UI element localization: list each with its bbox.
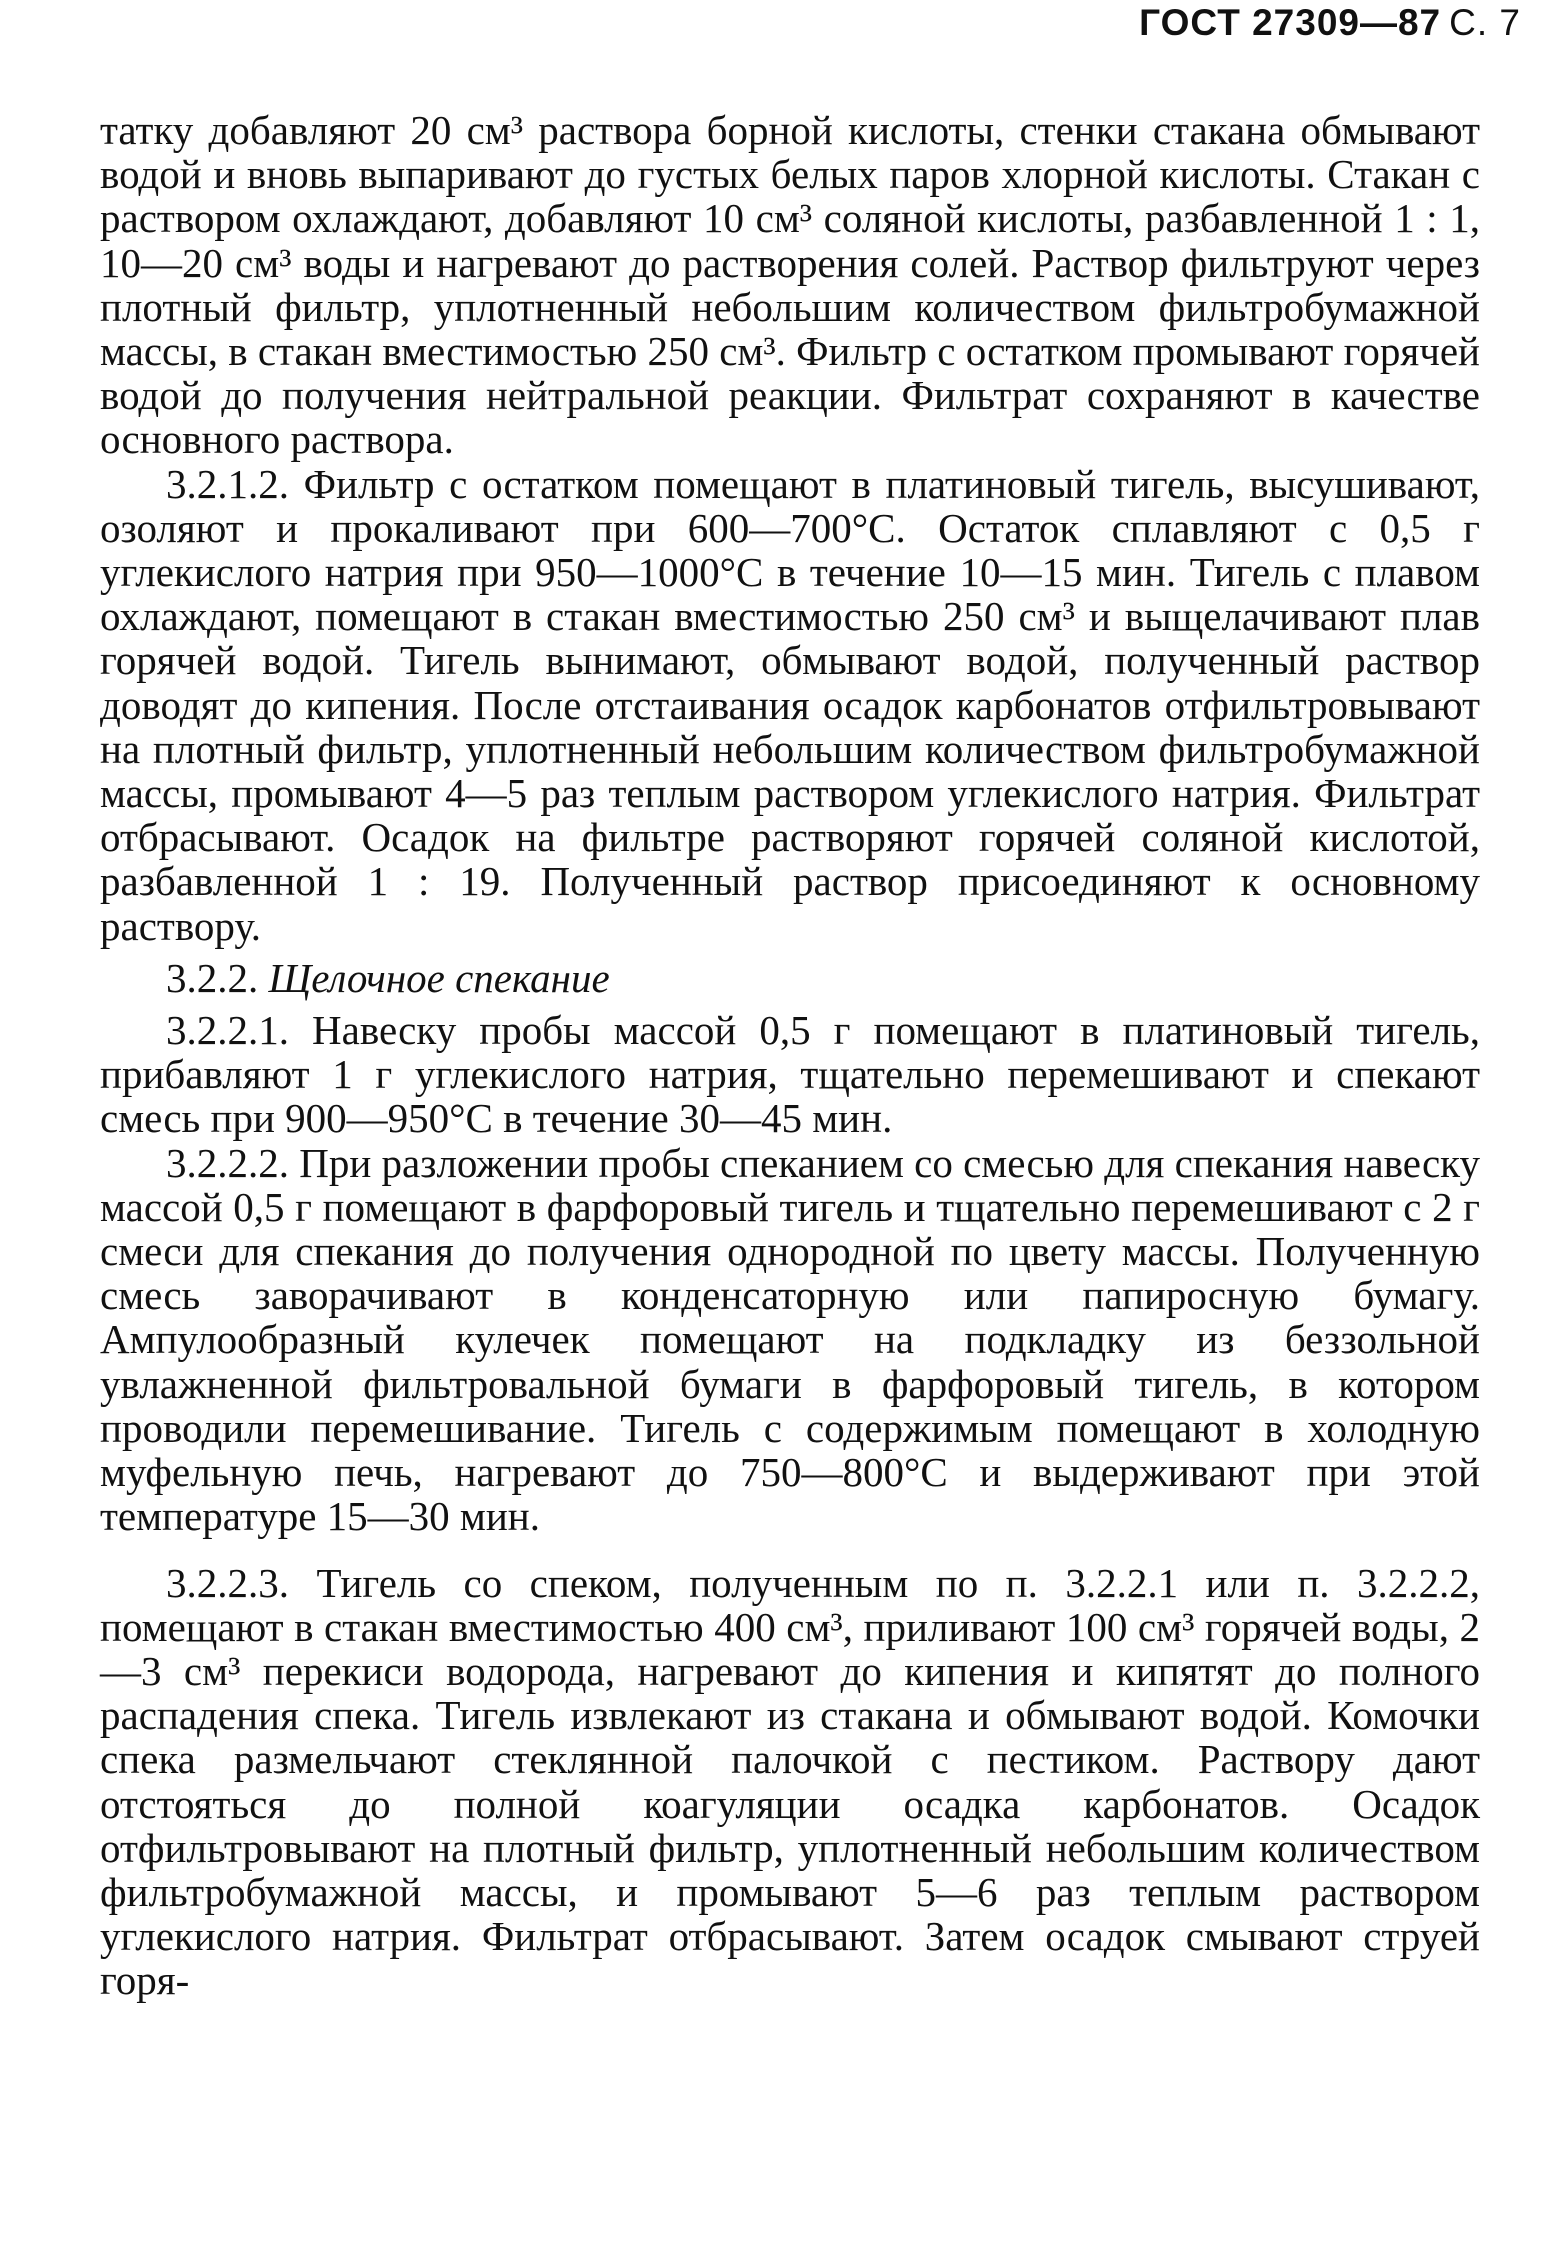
paragraph-3-2-2-2: 3.2.2.2. При разложении пробы спеканием со смесью для спекания навеску массой 0,5 г помещают в фарфоровый тигель и тщательно перемешивают с 2 г смеси для спекания до получения однородной по цвету массы. Полученную смесь заворачивают в конденсаторную или папиросную бумагу. Ампулообразный кулечек помещают на подкладку из беззольной увлажненной фильтровальной бумаги в фарфоровый тигель, в котором проводили перемешивание. Тигель с содержимым помещают в холодную муфельную печь, нагревают до 750—800°С и выдерживают при этой температуре 15—30 мин. — [100, 1139, 1481, 1540]
paragraph-3-2-2-1: 3.2.2.1. Навеску пробы массой 0,5 г помещают в платиновый тигель, прибавляют 1 г углекислого натрия, тщательно перемешивают и спекают смесь при 900—950°С в течение 30—45 мин. — [100, 1007, 1480, 1142]
page-number: С. 7 — [1449, 2, 1521, 43]
paragraph-continued: татку добавляют 20 см³ раствора борной кислоты, стенки стакана обмывают водой и вновь выпаривают до густых белых паров хлорной кислоты. Стакан с раствором охлаждают, добавляют 10 см³ соляной кислоты, разбавленной 1 : 1, 10—20 см³ воды и нагревают до растворения солей. Раствор фильтруют через плотный фильтр, уплотненный небольшим количеством фильтробумажной массы, в стакан вместимостью 250 см³. Фильтр с остатком промывают горячей водой до получения нейтральной реакции. Фильтрат сохраняют в качестве основного раствора. — [100, 107, 1480, 463]
standard-number: ГОСТ 27309—87 — [1139, 2, 1442, 43]
running-header — [1139, 4, 1521, 41]
section-heading — [100, 956, 1480, 1000]
section-number: 3.2.2. — [166, 954, 259, 1001]
section-title: Щелочное спекание — [268, 954, 610, 1001]
paragraph-3-2-2-3: 3.2.2.3. Тигель со спеком, полученным по п. 3.2.2.1 или п. 3.2.2.2, помещают в стакан вместимостью 400 см³, приливают 100 см³ горячей воды, 2—3 см³ перекиси водорода, нагревают до кипения и кипятят до полного распадения спека. Тигель извлекают из стакана и обмывают водой. Комочки спека размельчают стеклянной палочкой с пестиком. Раствору дают отстояться до полной коагуляции осадка карбонатов. Осадок отфильтровывают на плотный фильтр, уплотненный небольшим количеством фильтробумажной массы, и промывают 5—6 раз теплым раствором углекислого натрия. Фильтрат отбрасывают. Затем осадок смывают струей горя- — [100, 1559, 1480, 2004]
body-text — [100, 108, 1480, 2003]
paragraph-3-2-1-2: 3.2.1.2. Фильтр с остатком помещают в платиновый тигель, высушивают, озоляют и прокаливают при 600—700°С. Остаток сплавляют с 0,5 г углекислого натрия при 950—1000°С в течение 10—15 мин. Тигель с плавом охлаждают, помещают в стакан вместимостью 250 см³ и выщелачивают плав горячей водой. Тигель вынимают, обмывают водой, полученный раствор доводят до кипения. После отстаивания осадок карбонатов отфильтровывают на плотный фильтр, уплотненный небольшим количеством фильтробумажной массы, промывают 4—5 раз теплым раствором углекислого натрия. Фильтрат отбрасывают. Осадок на фильтре растворяют горячей соляной кислотой, разбавленной 1 : 19. Полученный раствор присоединяют к основному раствору. — [100, 460, 1480, 949]
